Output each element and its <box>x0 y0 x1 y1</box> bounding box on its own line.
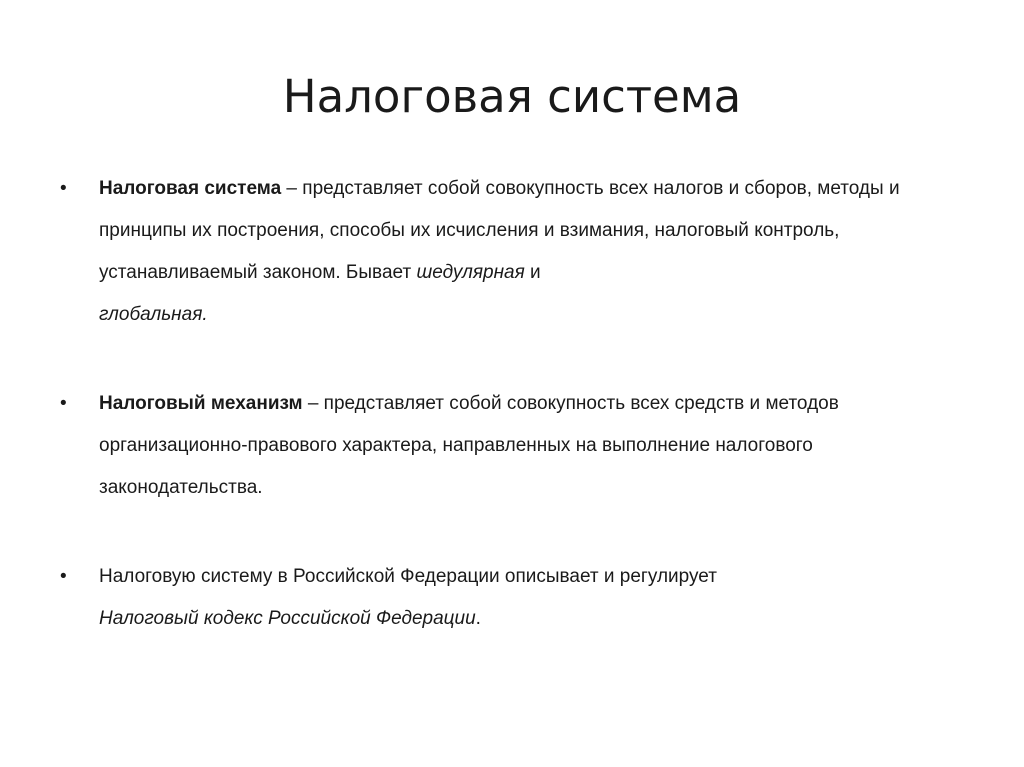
bullet-icon: • <box>60 178 67 199</box>
definition-text: – представляет собой совокупность всех средств и методов организационно-правового характера, направленных на выполнение налогового законодательства. <box>99 393 839 498</box>
italic-term-schedular: шедулярная <box>416 262 525 283</box>
slide-title: Налоговая система <box>282 70 742 123</box>
definition-text: – представляет собой совокупность всех налогов и сборов, методы и принципы их построения, способы их исчисления и взимания, налоговый контроль, устанавливаемый законом. Бывает <box>99 178 900 283</box>
bullet-list <box>60 168 960 640</box>
statement-end: . <box>475 608 481 629</box>
term-tax-mechanism: Налоговый механизм <box>99 393 303 414</box>
conjunction-text: и <box>524 262 541 283</box>
italic-tax-code: Налоговый кодекс Российской Федерации <box>99 608 476 629</box>
bullet-item-tax-code <box>60 556 960 640</box>
italic-term-global: глобальная. <box>99 304 208 325</box>
statement-text: Налоговую систему в Российской Федерации описывает и регулирует <box>99 566 717 587</box>
bullet-icon: • <box>60 566 67 587</box>
bullet-item-tax-mechanism <box>60 383 960 509</box>
bullet-icon: • <box>60 393 67 414</box>
bullet-item-tax-system <box>60 168 960 336</box>
term-tax-system: Налоговая система <box>99 178 282 199</box>
